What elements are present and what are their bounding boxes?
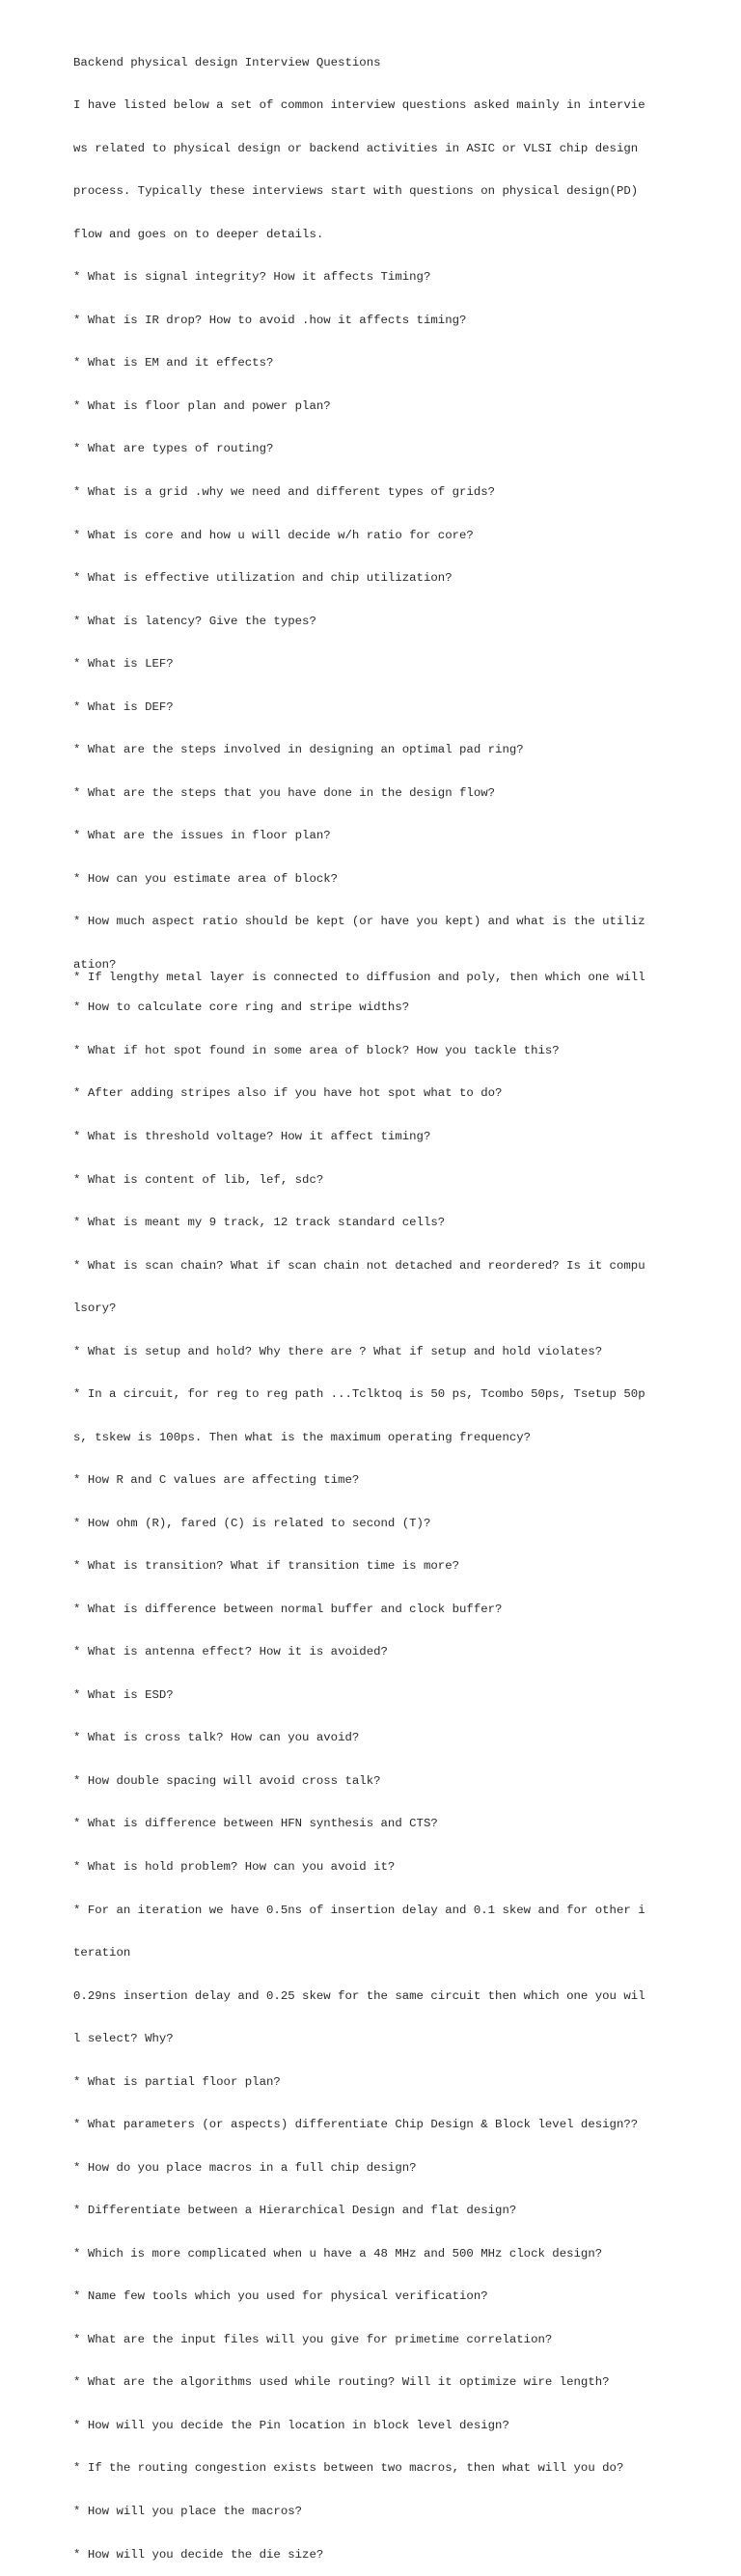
- doc-line: * How double spacing will avoid cross talk?: [73, 1773, 381, 1788]
- doc-line: * What are the issues in floor plan?: [73, 829, 331, 843]
- doc-line: * What are the steps that you have done in the design flow?: [73, 785, 496, 800]
- doc-line: * What is antenna effect? How it is avoided?: [73, 1645, 388, 1659]
- doc-line: flow and goes on to deeper details.: [73, 227, 324, 241]
- doc-line: * What is ESD?: [73, 1687, 174, 1702]
- doc-line: * How will you decide the Pin location in block level design?: [73, 2418, 509, 2432]
- doc-line: * How R and C values are affecting time?: [73, 1473, 360, 1488]
- doc-line: * How can you estimate area of block?: [73, 871, 339, 886]
- doc-line: * What is effective utilization and chip utilization?: [73, 571, 453, 586]
- doc-line: * What is IR drop? How to avoid .how it affects timing?: [73, 313, 467, 327]
- doc-line: * How ohm (R), fared (C) is related to second (T)?: [73, 1516, 431, 1530]
- doc-line: * What is threshold voltage? How it affect timing?: [73, 1129, 431, 1143]
- doc-line: * What parameters (or aspects) differentiate Chip Design & Block level design??: [73, 2118, 639, 2132]
- doc-line: * What is hold problem? How can you avoid it?: [73, 1860, 396, 1874]
- doc-line: * In a circuit, for reg to reg path ...Tclktoq is 50 ps, Tcombo 50ps, Tsetup 50p: [73, 1387, 645, 1402]
- doc-line: * What is transition? What if transition time is more?: [73, 1559, 460, 1574]
- doc-line: * What is scan chain? What if scan chain not detached and reordered? Is it compu: [73, 1258, 645, 1273]
- doc-line: * After adding stripes also if you have hot spot what to do?: [73, 1086, 503, 1101]
- doc-line: * What are the steps involved in designing an optimal pad ring?: [73, 743, 524, 757]
- doc-line: * What are the algorithms used while routing? Will it optimize wire length?: [73, 2375, 610, 2390]
- doc-line: Backend physical design Interview Questions: [73, 55, 381, 69]
- doc-line: * What are types of routing?: [73, 442, 274, 456]
- doc-line: * Name few tools which you used for physical verification?: [73, 2289, 488, 2304]
- doc-line: s, tskew is 100ps. Then what is the maximum operating frequency?: [73, 1430, 532, 1444]
- doc-line: * How much aspect ratio should be kept (or have you kept) and what is the utiliz: [73, 915, 645, 929]
- doc-line: I have listed below a set of common interview questions asked mainly in intervie: [73, 98, 645, 113]
- doc-line: ation?: [73, 957, 117, 972]
- doc-line: * What is partial floor plan?: [73, 2074, 281, 2089]
- doc-line: * What is signal integrity? How it affects Timing?: [73, 270, 431, 285]
- doc-line: * How will you place the macros?: [73, 2504, 303, 2518]
- doc-line: l select? Why?: [73, 2032, 174, 2046]
- doc-line: * What is floor plan and power plan?: [73, 398, 331, 413]
- doc-tail-line: * If lengthy metal layer is connected to diffusion and poly, then which one will: [73, 971, 645, 984]
- doc-line: * What is core and how u will decide w/h ratio for core?: [73, 528, 474, 542]
- doc-line: teration: [73, 1946, 131, 1960]
- doc-line: * What is cross talk? How can you avoid?: [73, 1731, 360, 1745]
- doc-line: * How to calculate core ring and stripe widths?: [73, 1000, 410, 1015]
- doc-line: * What is difference between HFN synthesis and CTS?: [73, 1817, 438, 1831]
- doc-line: * What is setup and hold? Why there are ? What if setup and hold violates?: [73, 1344, 603, 1358]
- doc-line: * What is LEF?: [73, 657, 174, 671]
- doc-line: * If the routing congestion exists between two macros, then what will you do?: [73, 2461, 624, 2476]
- document-body: [73, 27, 729, 2576]
- doc-line: * How will you decide the die size?: [73, 2547, 324, 2562]
- doc-line: * How do you place macros in a full chip design?: [73, 2160, 417, 2175]
- doc-line: * What is EM and it effects?: [73, 356, 274, 370]
- doc-line: ws related to physical design or backend activities in ASIC or VLSI chip design: [73, 141, 639, 155]
- doc-line: * Which is more complicated when u have a 48 MHz and 500 MHz clock design?: [73, 2246, 603, 2261]
- doc-line: * For an iteration we have 0.5ns of insertion delay and 0.1 skew and for other i: [73, 1903, 645, 1917]
- doc-line: * What is meant my 9 track, 12 track standard cells?: [73, 1216, 446, 1230]
- doc-line: * What is difference between normal buffer and clock buffer?: [73, 1602, 503, 1616]
- doc-line: * What is latency? Give the types?: [73, 614, 316, 628]
- doc-line: process. Typically these interviews start with questions on physical design(PD): [73, 184, 639, 199]
- doc-line: 0.29ns insertion delay and 0.25 skew for the same circuit then which one you wil: [73, 1988, 645, 2003]
- doc-line: * Differentiate between a Hierarchical Design and flat design?: [73, 2204, 517, 2218]
- doc-line: * What is a grid .why we need and different types of grids?: [73, 485, 496, 499]
- doc-line: * What is DEF?: [73, 699, 174, 714]
- doc-line: * What is content of lib, lef, sdc?: [73, 1172, 324, 1187]
- doc-line: * What if hot spot found in some area of block? How you tackle this?: [73, 1043, 560, 1057]
- doc-line: * What are the input files will you give for primetime correlation?: [73, 2332, 553, 2346]
- doc-line: lsory?: [73, 1302, 117, 1316]
